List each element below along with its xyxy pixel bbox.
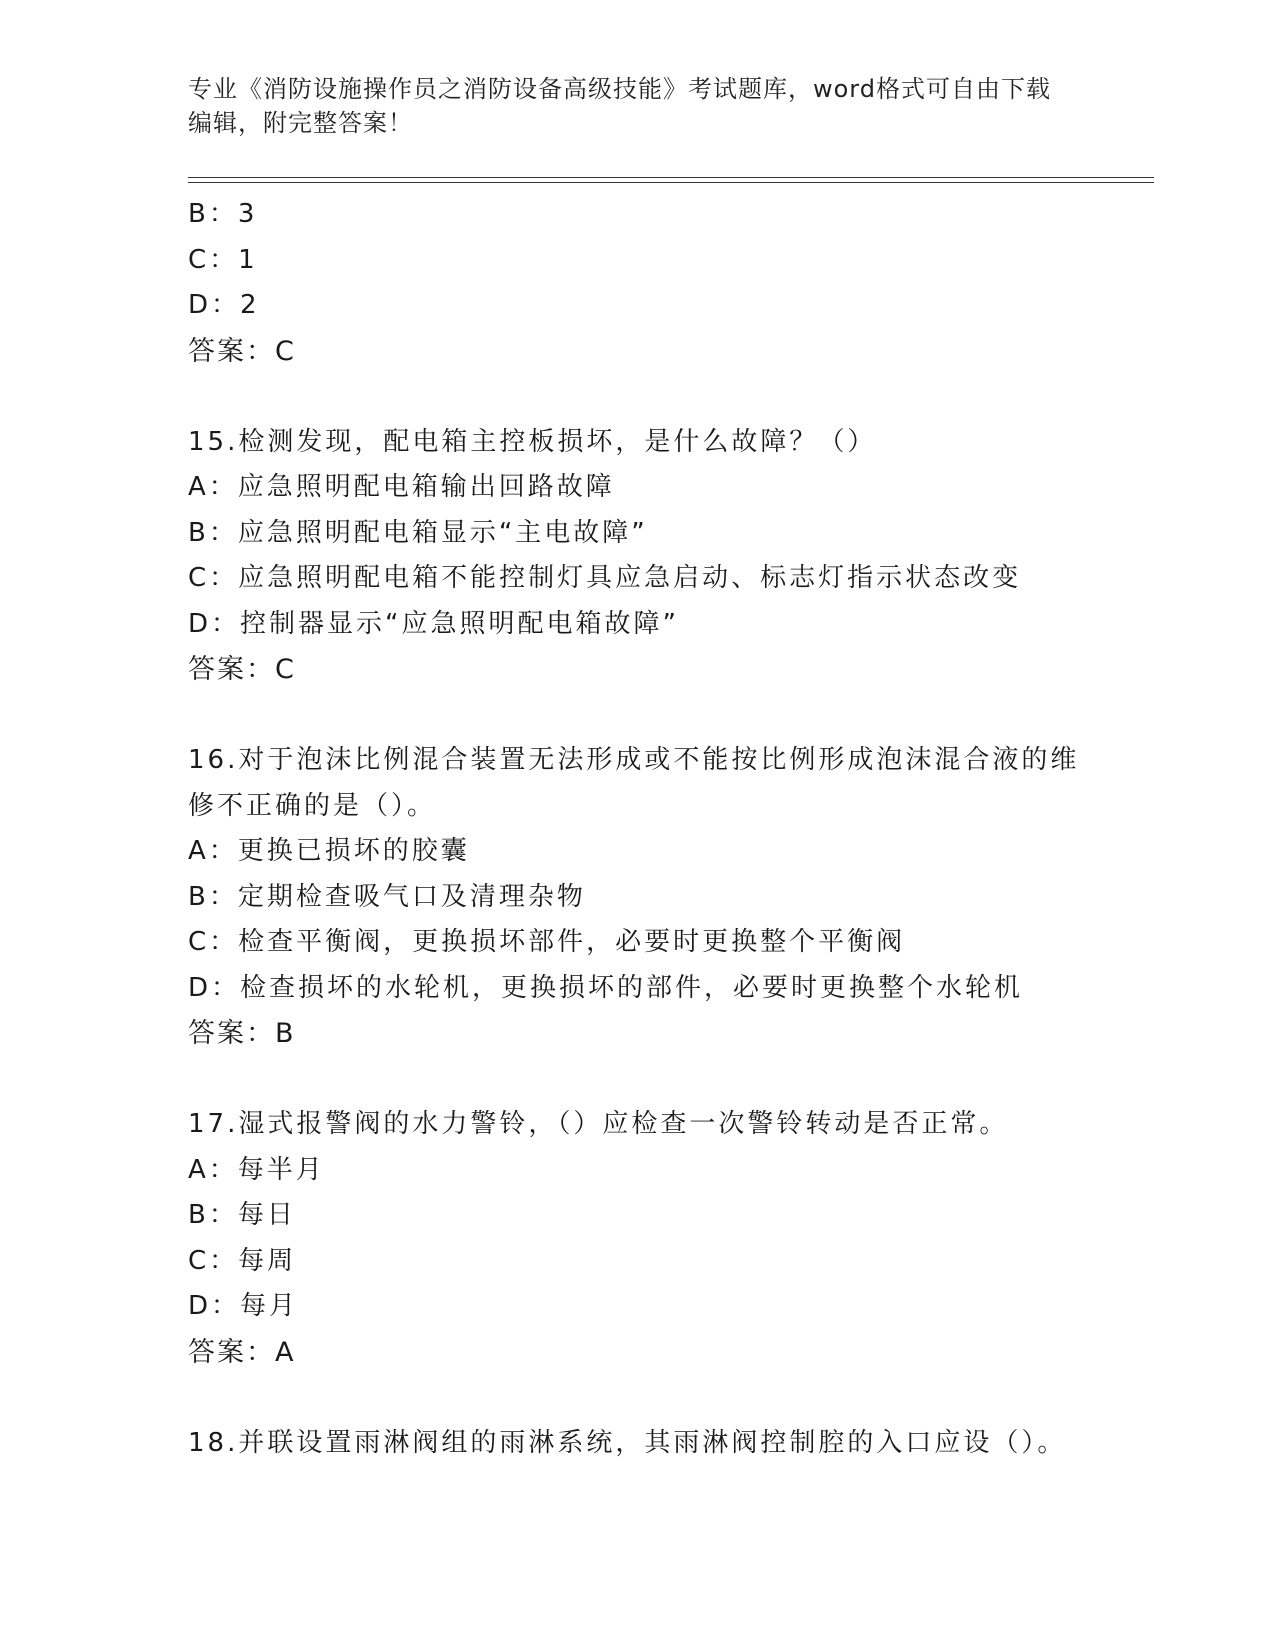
answer-line: 答案：C: [188, 335, 296, 367]
question-text: 18.并联设置雨淋阀组的雨淋系统，其雨淋阀控制腔的入口应设（）。: [188, 1427, 1067, 1458]
option-c: C：检查平衡阀，更换损坏部件，必要时更换整个平衡阀: [188, 927, 906, 957]
option-b: B：应急照明配电箱显示“主电故障”: [188, 517, 648, 548]
option-b: B：3: [188, 199, 258, 229]
option-c: C：1: [188, 244, 258, 275]
answer-line: 答案：C: [188, 654, 296, 685]
answer-line: 答案：B: [188, 1018, 296, 1049]
question-text: 16.对于泡沫比例混合装置无法形成或不能按比例形成泡沫混合液的维修不正确的是（）。: [188, 745, 1080, 821]
option-a: A：每半月: [188, 1154, 325, 1185]
option-d: D：检查损坏的水轮机，更换损坏的部件，必要时更换整个水轮机: [188, 972, 1024, 1003]
option-a: A：更换已损坏的胶囊: [188, 836, 470, 866]
option-b: B：每日: [188, 1200, 296, 1230]
spacer: [188, 1057, 1088, 1103]
previous-question: [188, 192, 1088, 374]
option-c: C：应急照明配电箱不能控制灯具应急启动、标志灯指示状态改变: [188, 563, 1022, 593]
question-18: [188, 1421, 1088, 1467]
spacer: [188, 693, 1088, 739]
option-d: D：每月: [188, 1291, 299, 1321]
header-rule-bottom: [188, 182, 1154, 183]
spacer: [188, 374, 1088, 420]
question-content: [188, 192, 1088, 1466]
question-text: 17.湿式报警阀的水力警铃，（）应检查一次警铃转动是否正常。: [188, 1109, 1009, 1139]
question-16: [188, 738, 1088, 1057]
option-a: A：应急照明配电箱输出回路故障: [188, 472, 615, 502]
option-d: D：2: [188, 290, 260, 320]
answer-line: 答案：A: [188, 1336, 296, 1368]
question-text: 15.检测发现，配电箱主控板损坏，是什么故障？（）: [188, 426, 877, 457]
page-header: 专业《消防设施操作员之消防设备高级技能》考试题库，word格式可自由下载编辑，附完整答案！: [188, 75, 1051, 137]
spacer: [188, 1375, 1088, 1421]
option-b: B：定期检查吸气口及清理杂物: [188, 881, 586, 912]
option-d: D：控制器显示“应急照明配电箱故障”: [188, 608, 679, 639]
question-17: [188, 1102, 1088, 1375]
option-c: C：每周: [188, 1245, 297, 1276]
header-rule-top: [188, 177, 1154, 178]
question-15: [188, 420, 1088, 693]
